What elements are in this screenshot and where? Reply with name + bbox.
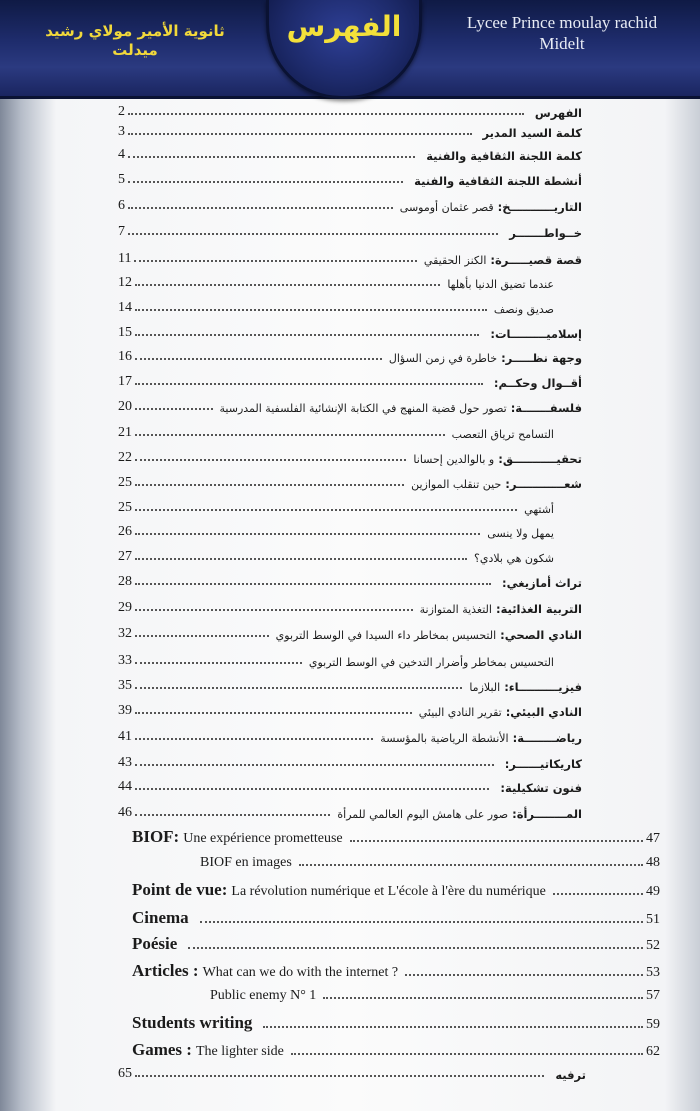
- toc-category: خــواطـــــــر: [509, 226, 582, 240]
- dot-leader: [135, 635, 269, 637]
- toc-title: تقرير النادي البيئي: [418, 706, 502, 719]
- dot-leader: [128, 133, 472, 135]
- page-number: 15: [118, 325, 132, 340]
- page-number: 4: [118, 147, 125, 162]
- toc-category: تراث أمازيغي:: [501, 576, 582, 590]
- page-number: 57: [646, 988, 660, 1003]
- toc-row: [118, 755, 582, 771]
- toc-row: [118, 450, 582, 466]
- toc-row: [132, 1040, 660, 1060]
- toc-title: التسامح ترياق التعصب: [451, 428, 554, 441]
- dot-leader: [135, 383, 483, 385]
- page-number: 16: [118, 349, 132, 364]
- toc-title: The lighter side: [195, 1044, 284, 1059]
- dot-leader: [135, 284, 440, 286]
- toc-row: [118, 374, 582, 390]
- toc-row: [132, 1013, 660, 1033]
- dot-leader: [135, 558, 467, 560]
- dot-leader: [263, 1026, 643, 1028]
- toc-title: الأنشطة الرياضية بالمؤسسة: [380, 732, 509, 745]
- dot-leader: [135, 309, 487, 311]
- page-number: 2: [118, 104, 125, 119]
- school-name-arabic-line2: ميدلت: [112, 41, 158, 59]
- toc-row: [118, 300, 558, 316]
- toc-title: حين تنقلب الموازين: [411, 478, 502, 491]
- toc-title: أشتهي: [524, 503, 554, 516]
- toc-title: يمهل ولا ينسى: [487, 527, 554, 540]
- page-number: 46: [118, 805, 132, 820]
- page-number: 32: [118, 626, 132, 641]
- toc-row: [118, 147, 582, 163]
- toc-title: و بالوالدين إحسانا: [413, 453, 495, 466]
- dot-leader: [350, 840, 643, 842]
- toc-category: فلسفـــــــة:: [510, 401, 582, 415]
- toc-title: الكنز الحقيقي: [423, 254, 487, 267]
- toc-row: [118, 549, 558, 565]
- page-number: 28: [118, 574, 132, 589]
- toc-row: [118, 124, 582, 140]
- dot-leader: [128, 207, 393, 209]
- dot-leader: [135, 484, 404, 486]
- page-number: 6: [118, 198, 125, 213]
- page-number: 51: [646, 912, 660, 927]
- page-title: الفهرس: [286, 10, 402, 43]
- toc-category: قصة قصيـــــرة:: [490, 253, 582, 267]
- page-number: 43: [118, 755, 132, 770]
- toc-row: [132, 880, 660, 900]
- page-number: 35: [118, 678, 132, 693]
- dot-leader: [188, 947, 643, 949]
- toc-category: كلمة اللجنة الثقافية والفنية: [426, 149, 582, 163]
- page-number: 3: [118, 124, 125, 139]
- dot-leader: [128, 156, 415, 158]
- toc-row: [118, 500, 558, 516]
- toc-title: البلازما: [469, 681, 501, 694]
- page-number: 17: [118, 374, 132, 389]
- dot-leader: [135, 533, 480, 535]
- dot-leader: [135, 764, 494, 766]
- toc-title: What can we do with the internet ?: [202, 965, 399, 980]
- page-number: 29: [118, 600, 132, 615]
- toc-row: [118, 251, 582, 267]
- toc-row: [118, 626, 582, 642]
- toc-category: فيزيــــــــــاء:: [504, 680, 582, 694]
- toc-row: [118, 198, 582, 214]
- school-name-arabic-line1: ثانوية الأمير مولاي رشيد: [45, 22, 225, 40]
- page-number: 49: [646, 884, 660, 899]
- toc-row: [118, 524, 558, 540]
- toc-category: Students writing: [132, 1013, 253, 1032]
- toc-category: أقــوال وحكــم:: [493, 376, 582, 390]
- toc-row: [118, 475, 582, 491]
- toc-title: التحسيس بمخاطر وأضرار التدخين في الوسط التربوي: [308, 656, 554, 669]
- page-number: 62: [646, 1044, 660, 1059]
- toc-category: رياضــــــــة:: [512, 731, 582, 745]
- toc-row: [132, 934, 660, 954]
- toc-category: التاريـــــــــــخ:: [497, 200, 582, 214]
- toc-row: [118, 1066, 586, 1082]
- toc-row: [118, 574, 582, 590]
- toc-category: Cinema: [132, 908, 189, 927]
- page-number: 53: [646, 965, 660, 980]
- dot-leader: [135, 334, 479, 336]
- toc-title: التحسيس بمخاطر داء السيدا في الوسط التربوي: [275, 629, 497, 642]
- toc-row: [118, 325, 582, 341]
- school-name-french-line1: Lycee Prince moulay rachid: [466, 13, 658, 32]
- page-number: 12: [118, 275, 132, 290]
- toc-title: تصور حول قضية المنهج في الكتابة الإنشائية الفلسفية المدرسية: [219, 402, 507, 415]
- toc-category: Articles :: [132, 961, 199, 980]
- toc-row: [132, 827, 660, 847]
- toc-title: La révolution numérique et L'école à l'ère du numérique: [231, 884, 546, 899]
- dot-leader: [291, 1053, 643, 1055]
- toc-title: Public enemy N° 1: [210, 988, 317, 1003]
- dot-leader: [128, 181, 403, 183]
- dot-leader: [135, 712, 412, 714]
- page-number: 14: [118, 300, 132, 315]
- dot-leader: [135, 814, 330, 816]
- dot-leader: [135, 1075, 544, 1077]
- toc-title: قصر عثمان أوموسى: [399, 201, 494, 214]
- toc-row: [118, 678, 582, 694]
- toc-row: [118, 729, 582, 745]
- dot-leader: [135, 408, 213, 410]
- toc-category: كلمة السيد المدير: [482, 126, 582, 140]
- toc-row: [118, 349, 582, 365]
- dot-leader: [135, 459, 406, 461]
- toc-row: [118, 104, 582, 120]
- toc-row: [118, 275, 558, 291]
- toc-category: المــــــــرأة:: [512, 807, 582, 821]
- toc-row: [118, 600, 582, 616]
- dot-leader: [135, 788, 489, 790]
- toc-category: Point de vue:: [132, 880, 228, 899]
- page-number: 33: [118, 653, 132, 668]
- toc-title: صور على هامش اليوم العالمي للمرأة: [337, 808, 509, 821]
- toc-category: النادي الصحي:: [500, 628, 582, 642]
- toc-title: Une expérience prometteuse: [183, 831, 343, 846]
- page-number: 65: [118, 1066, 132, 1081]
- toc-title: خاطرة في زمن السؤال: [388, 352, 498, 365]
- toc-title: BIOF en images: [200, 855, 292, 870]
- toc-row: [118, 805, 582, 821]
- page-number: 44: [118, 779, 132, 794]
- page-number: 39: [118, 703, 132, 718]
- toc-category: الفهرس: [534, 106, 582, 120]
- page-number: 27: [118, 549, 132, 564]
- toc-category: ترفيه: [555, 1068, 586, 1082]
- page-number: 48: [646, 855, 660, 870]
- dot-leader: [128, 113, 524, 115]
- dot-leader: [135, 662, 302, 664]
- page-number: 41: [118, 729, 132, 744]
- page-number: 26: [118, 524, 132, 539]
- toc-row: [118, 399, 582, 415]
- toc-row: [118, 779, 582, 795]
- toc-category: شعــــــــــــر:: [505, 477, 582, 491]
- toc-row: [118, 653, 558, 669]
- dot-leader: [134, 260, 416, 262]
- page-number: 47: [646, 831, 660, 846]
- dot-leader: [299, 864, 643, 866]
- dot-leader: [135, 738, 373, 740]
- toc-category: Poésie: [132, 934, 178, 953]
- toc-title: عندما تضيق الدنيا بأهلها: [447, 278, 554, 291]
- toc-row: [118, 224, 582, 240]
- toc-row: [118, 172, 582, 188]
- dot-leader: [135, 609, 413, 611]
- toc-category: كاريكاتيــــــر:: [504, 757, 582, 771]
- school-name-french-line2: Midelt: [539, 34, 585, 53]
- toc-row: [118, 425, 558, 441]
- toc-category: فنون تشكيلية:: [500, 781, 582, 795]
- toc-category: التربية الغذائية:: [495, 602, 582, 616]
- dot-leader: [128, 233, 498, 235]
- toc-title: شكون هي بلادي؟: [474, 552, 554, 565]
- page-number: 22: [118, 450, 132, 465]
- toc-category: BIOF:: [132, 827, 180, 846]
- toc-row: [132, 961, 660, 981]
- page-number: 20: [118, 399, 132, 414]
- page-number: 52: [646, 938, 660, 953]
- dot-leader: [135, 434, 445, 436]
- toc-category: وجهة نظـــــر:: [501, 351, 582, 365]
- page-number: 59: [646, 1017, 660, 1032]
- dot-leader: [135, 358, 382, 360]
- toc-category: النادي البيئي:: [505, 705, 582, 719]
- dot-leader: [135, 583, 491, 585]
- toc-row: [196, 855, 660, 871]
- toc-category: أنشطة اللجنة الثقافية والفنية: [414, 174, 582, 188]
- toc-category: إسلاميـــــــــات:: [490, 327, 582, 341]
- page-number: 5: [118, 172, 125, 187]
- dot-leader: [405, 974, 643, 976]
- toc-category: تحقيـــــــــــق:: [498, 452, 582, 466]
- page-number: 25: [118, 475, 132, 490]
- toc-title: صديق ونصف: [493, 303, 554, 316]
- dot-leader: [553, 893, 643, 895]
- page-number: 25: [118, 500, 132, 515]
- page-number: 7: [118, 224, 125, 239]
- dot-leader: [200, 921, 643, 923]
- toc-row: [132, 908, 660, 928]
- dot-leader: [135, 687, 462, 689]
- toc-row: [206, 988, 660, 1004]
- page-number: 21: [118, 425, 132, 440]
- toc-category: Games :: [132, 1040, 192, 1059]
- toc-row: [118, 703, 582, 719]
- dot-leader: [135, 509, 517, 511]
- page-number: 11: [118, 251, 132, 266]
- dot-leader: [323, 997, 643, 999]
- toc-title: التغذية المتوازنة: [419, 603, 492, 616]
